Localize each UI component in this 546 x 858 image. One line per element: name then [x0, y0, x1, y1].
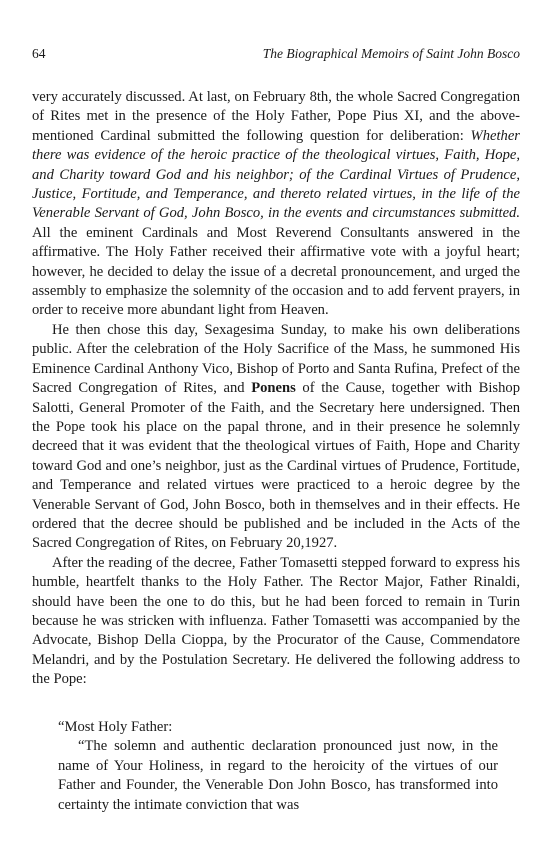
paragraph-1-text-continued: All the eminent Cardinals and Most Reverend Consultants answered in the affirmative. The Holy Father received their affirmative vote with a joyful heart; however, he decided to delay the issue of a decretal pronouncement, and urged the assembly to emphasize the solemnity of the occasion and to add fervent prayers, in order to receive more abundant light from Heaven. — [32, 224, 520, 319]
paragraph-3: After the reading of the decree, Father Tomasetti stepped forward to express his humble, heartfelt thanks to the Holy Father. The Rector Major, Father Rinaldi, should have been the one to do this, but he had been forced to remain in Turin because he was stricken with influenza. Father Tomasetti was accompanied by the Advocate, Bishop Della Cioppa, by the Procurator of the Cause, Commendatore Melandri, and by the Postulation Secretary. He delivered the following address to the Pope: — [32, 554, 520, 688]
quote-text: “The solemn and authentic declaration pronounced just now, in the name of Your Holiness, in regard to the heroicity of the virtues of our Father and Founder, the Venerable Don John Bosco, has transformed into certainty the intimate conviction that was — [58, 738, 498, 813]
paragraph-2 — [32, 321, 520, 554]
quote-salutation: “Most Holy Father: — [58, 719, 173, 735]
body-text — [32, 88, 520, 690]
ponens-term: Ponens — [251, 380, 296, 397]
running-title: The Biographical Memoirs of Saint John Bosco — [262, 46, 520, 61]
paragraph-2-text-continued: of the Cause, together with Bishop Salotti, General Promoter of the Faith, and the Secretary here undersigned. Then the Pope took his place on the papal throne, and in their presence he solemnly decreed that it was evident that the theological virtues of Faith, Hope and Charity toward God and one’s neighbor, just as the Cardinal virtues of Prudence, Fortitude, and Temperance and related virtues were practiced to a heroic degree by the Venerable Servant of God, John Bosco, both in themselves and in their effects. He ordered that the decree should be published and be included in the Acts of the Sacred Congregation of Rites, on February 20,1927. — [32, 380, 521, 552]
block-quote — [58, 718, 498, 815]
page-header — [32, 46, 520, 66]
page-number: 64 — [32, 46, 46, 61]
paragraph-2-text: He then chose this day, Sexagesima Sunday, to make his own deliberations public. After the celebration of the Holy Sacrifice of the Mass, he summoned His Eminence Cardinal Anthony Vico, Bishop of Porto and Santa Rufina, Prefect of the Sacred Congregation of Rites, and — [32, 321, 520, 397]
paragraph-1-text: very accurately discussed. At last, on February 8th, the whole Sacred Congregation of Rites met in the presence of the Holy Father, Pope Pius XI, and the above-mentioned Cardinal submitted the following question for deliberation: — [32, 89, 520, 144]
deliberation-question: Whether there was evidence of the heroic practice of the theological virtues, Faith, Hope, and Charity toward God and his neighbor; of the Cardinal Virtues of Prudence, Justice, Fortitude, and Temperance, and thereto related virtues, in the life of the Venerable Servant of God, John Bosco, in the events and circumstances submitted. — [32, 127, 520, 222]
paragraph-1 — [32, 88, 520, 321]
